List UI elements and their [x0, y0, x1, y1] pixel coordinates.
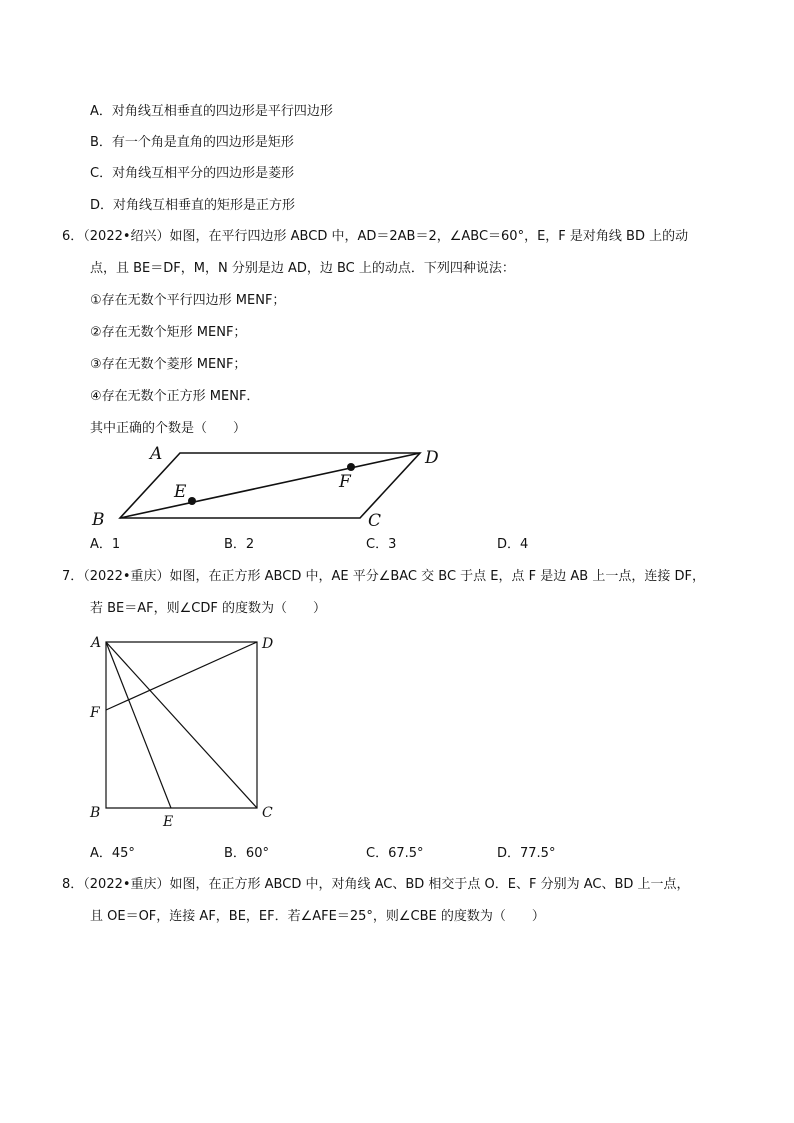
label-b: B: [90, 805, 101, 821]
q8-stem-line1: 8．（2022•重庆）如图，在正方形 ABCD 中，对角线 AC、BD 相交于点 O．E、F 分别为 AC、BD 上一点，: [62, 877, 690, 892]
q7-option-c: C．67.5°: [366, 846, 424, 861]
q6-option-c: C．3: [366, 537, 397, 552]
label-b: B: [92, 510, 105, 530]
segment-ae: [106, 642, 171, 808]
q6-option-a: A．1: [90, 537, 121, 552]
label-e: E: [174, 482, 187, 502]
label-c: C: [262, 805, 273, 821]
q6-option-d: D．4: [497, 537, 529, 552]
label-d: D: [262, 636, 274, 652]
q6-statement-1: ①存在无数个平行四边形 MENF；: [90, 293, 286, 308]
label-e: E: [163, 814, 174, 830]
q6-statement-4: ④存在无数个正方形 MENF．: [90, 389, 260, 404]
label-d: D: [425, 448, 439, 468]
q7-option-d: D．77.5°: [497, 846, 556, 861]
q6-statement-3: ③存在无数个菱形 MENF；: [90, 357, 247, 372]
label-c: C: [368, 511, 382, 531]
q6-question: 其中正确的个数是（ ）: [90, 421, 247, 436]
q8-stem-line2: 且 OE＝OF，连接 AF，BE，EF．若∠AFE＝25°，则∠CBE 的度数为（ ）: [90, 909, 545, 924]
label-f: F: [90, 705, 100, 721]
segment-df: [106, 642, 257, 710]
label-a: A: [91, 635, 102, 651]
q7-stem-line1: 7．（2022•重庆）如图，在正方形 ABCD 中，AE 平分∠BAC 交 BC 于点 E，点 F 是边 AB 上一点，连接 DF，: [62, 569, 705, 584]
label-a: A: [150, 444, 163, 464]
q6-stem-line1: 6．（2022•绍兴）如图，在平行四边形 ABCD 中，AD＝2AB＝2，∠ABC＝60°，E，F 是对角线 BD 上的动: [62, 229, 689, 244]
q7-stem-line2: 若 BE＝AF，则∠CDF 的度数为（ ）: [90, 601, 326, 616]
q6-stem-line2: 点，且 BE＝DF，M，N 分别是边 AD，边 BC 上的动点．下列四种说法：: [90, 261, 515, 276]
q5-option-d: D．对角线互相垂直的矩形是正方形: [90, 198, 296, 213]
label-f: F: [339, 472, 351, 492]
q5-option-c: C．对角线互相平分的四边形是菱形: [90, 166, 295, 181]
q5-option-a: A．对角线互相垂直的四边形是平行四边形: [90, 104, 333, 119]
q6-statement-2: ②存在无数个矩形 MENF；: [90, 325, 247, 340]
diagonal-ac: [106, 642, 257, 808]
q7-option-b: B．60°: [224, 846, 269, 861]
q7-option-a: A．45°: [90, 846, 135, 861]
q6-option-b: B．2: [224, 537, 255, 552]
q5-option-b: B．有一个角是直角的四边形是矩形: [90, 135, 294, 150]
